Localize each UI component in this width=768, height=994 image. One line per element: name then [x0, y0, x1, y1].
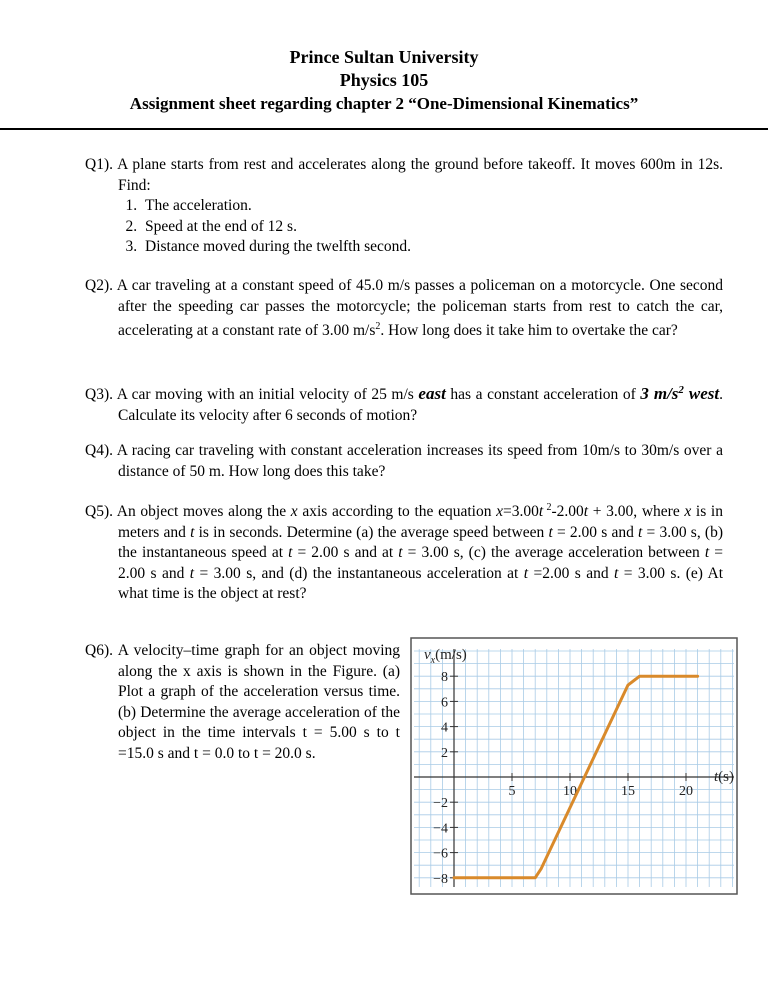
question-6-text: Q6). A velocity–time graph for an object moving along the x axis is shown in the Figure. (a) Plot a graph of the acceleration versus time. (b) Determine the average acceleration of the object in the time intervals t = 5.00 s to t =15.0 s and t = 0.0 to t = 20.0 s. — [85, 642, 400, 762]
question-2: Q2). A car traveling at a constant speed of 45.0 m/s passes a policeman on a motorcycle. One second after the speeding car passes the motorcycle; the policeman starts from rest to catch the car, accelerating at a constant rate of 3.00 $m/s^2$. How long does it take him to overtake the car? — [85, 277, 723, 340]
header-divider — [0, 128, 768, 130]
east-word: east — [418, 384, 446, 404]
velocity-time-graph — [410, 637, 738, 895]
x-tick-label: 20 — [679, 784, 693, 799]
y-tick-label: 6 — [441, 695, 448, 711]
question-2-text: Q2). A car traveling at a constant speed of 45.0 m/s passes a policeman on a motorcycle. One second after the speeding car passes the motorcycle; the policeman starts from rest to catch the car, accelerating at a constant rate of 3.00 m/s — [85, 277, 723, 340]
question-1 — [85, 155, 723, 258]
question-4-text: Q4). A racing car traveling with constant acceleration increases its speed from 10m/s to 30m/s over a distance of 50 m. How long does this take? — [85, 442, 723, 480]
question-3: Q3). A car moving with an initial velocity of 25 m/s east has a constant acceleration of 3 $m/s^2$ west. Calculate its velocity after 6 seconds of motion? — [85, 384, 723, 424]
x-tick-label: 15 — [621, 784, 635, 799]
y-tick-label: −8 — [433, 871, 448, 887]
x-axis-label: t(s) — [714, 769, 734, 785]
x-tick-label: 5 — [508, 784, 516, 799]
y-axis-label: $v_x(m/s)$ — [424, 647, 467, 666]
y-tick-label: 8 — [441, 670, 448, 686]
list-item: 2. Speed at the end of 12 s. — [141, 217, 723, 238]
y-tick-label: 2 — [441, 745, 448, 761]
y-tick-label: −6 — [433, 846, 448, 862]
course-title: Physics 105 — [339, 70, 429, 90]
assignment-title: Assignment sheet regarding chapter 2 “One-Dimensional Kinematics” — [129, 94, 639, 113]
west-word: west — [683, 384, 720, 404]
question-3-text: Q3). A car moving with an initial velocity of 25 m/s — [85, 386, 419, 404]
question-6 — [85, 641, 400, 764]
question-1-text: Q1). A plane starts from rest and accelerates along the ground before takeoff. It moves 600m in 12s. Find: — [85, 156, 723, 194]
chart-svg — [410, 637, 738, 895]
question-5-text: Q5). An object moves along the x axis according to the equation x=3.00t $^2$-2.00t + 3.00, where x is in meters and t is in seconds. Determine (a) the average speed between t = 2.00 s and t = 3.00 s, (b) the instantaneous speed at t = 2.00 s and at t = 3.00 s, (c) the average acceleration between t = 2.00 s and t = 3.00 s, and (d) the instantaneous acceleration at t =2.00 s and t = 3.00 s. (e) At what time is the object at rest? — [85, 502, 723, 603]
page-header — [0, 46, 768, 115]
y-tick-label: −4 — [433, 821, 448, 837]
list-item: 1. The acceleration. — [141, 196, 723, 217]
question-1-list — [85, 196, 723, 258]
y-tick-label: −2 — [433, 796, 448, 812]
question-4 — [85, 441, 723, 482]
x-tick-label: 10 — [563, 784, 577, 799]
list-item: 3. Distance moved during the twelfth second. — [141, 237, 723, 258]
question-5 — [85, 498, 723, 605]
university-name: Prince Sultan University — [289, 47, 479, 67]
y-tick-label: 4 — [441, 720, 448, 736]
